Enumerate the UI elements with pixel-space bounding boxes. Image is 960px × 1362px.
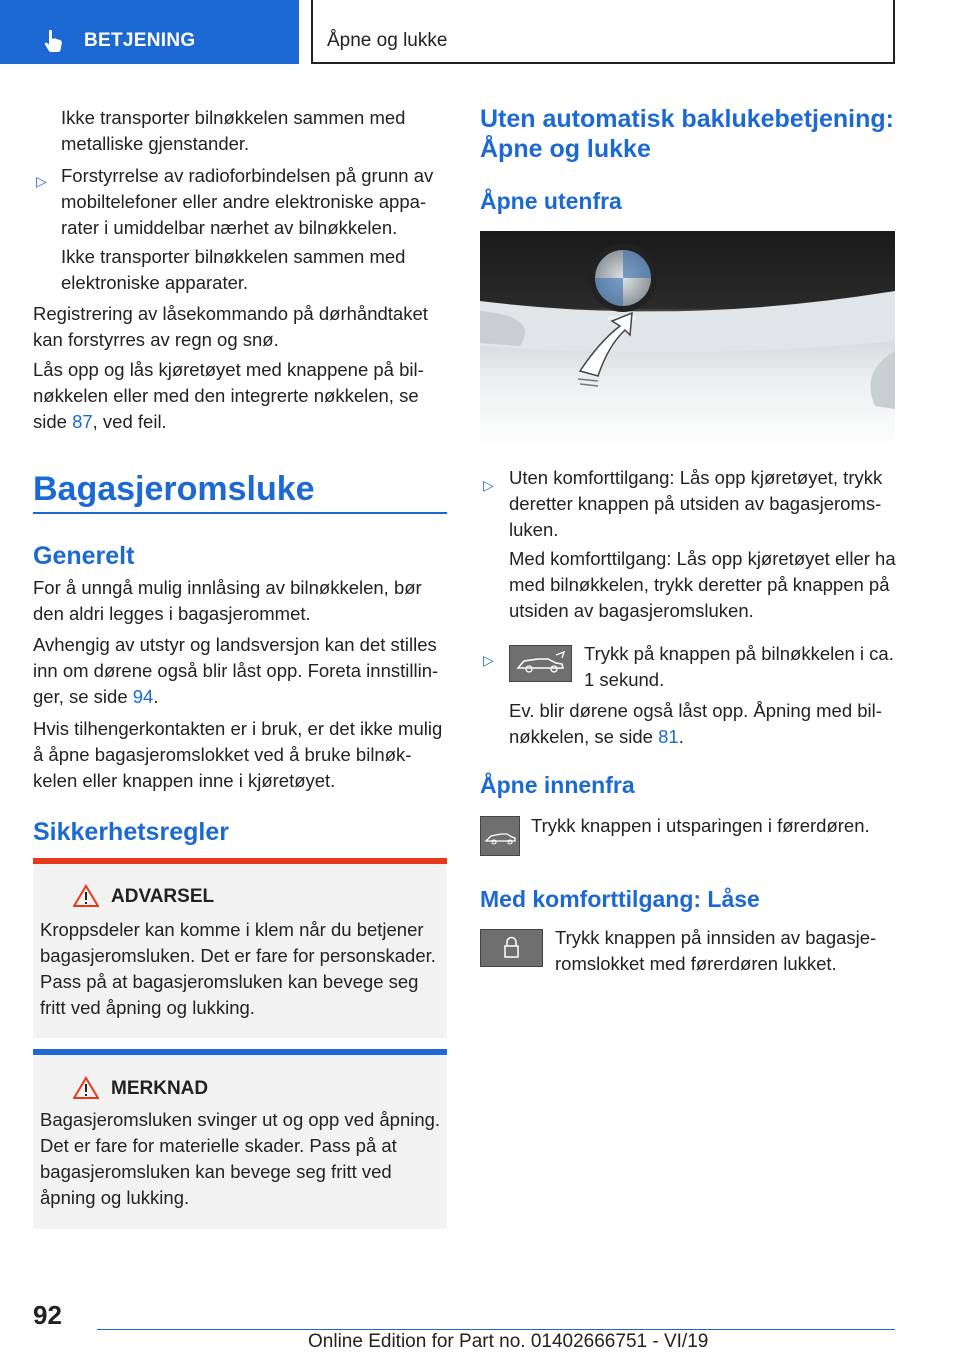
footer-rule	[97, 1329, 895, 1330]
paragraph: Med komforttilgang: Lås opp kjøretøyet eller ha med bilnøkkelen, trykk deretter på knappen på utsiden av bagasjeromsluken.	[509, 548, 896, 621]
hand-pointer-icon	[40, 28, 66, 54]
note-triangle-icon	[73, 1076, 99, 1100]
footer-text: Online Edition for Part no. 01402666751 - VI/19	[308, 1331, 709, 1352]
bullet-item: Trykk på knappen på bilnøkkelen i ca. 1 sekund.	[584, 643, 894, 690]
note-text: Bagasjeromsluken svinger ut og opp ved åpning. Det er fare for materielle skader. Pass på at bagasjeromsluken kan bevege seg fritt ved åpning og lukking.	[40, 1109, 441, 1208]
warning-title: ADVARSEL	[111, 886, 215, 907]
note-title: MERKNAD	[111, 1078, 209, 1099]
sub-subheading: Åpne innenfra	[480, 772, 635, 798]
bullet-item: Forstyrrelse av radioforbindelsen på grunn av mobiltelefoner eller andre elektroniske apparater i umiddelbar nærhet av bilnøkkelen.	[61, 165, 434, 238]
sub-subheading: Med komforttilgang: Låse	[480, 886, 760, 912]
page-link[interactable]: 94	[132, 686, 154, 707]
subheading: Uten automatisk baklukebetjening: Åpne og lukke	[480, 105, 894, 163]
heading-rule	[33, 512, 447, 514]
chapter-title: Åpne og lukke	[327, 30, 448, 51]
note-box	[33, 1049, 447, 1229]
paragraph: Ev. blir dørene også låst opp. Åpning med bilnøkkelen, se side 81.	[509, 700, 882, 747]
section-tab	[0, 0, 299, 64]
trunk-button-photo	[480, 231, 895, 451]
lock-button-icon	[480, 929, 543, 967]
bullet-triangle-icon: ▷	[483, 652, 494, 668]
page-number: 92	[33, 1300, 62, 1330]
paragraph: Lås opp og lås kjøretøyet med knappene på bilnøkkelen eller med den integrerte nøkkelen, se side 87, ved feil.	[33, 359, 424, 432]
paragraph: For å unngå mulig innlåsing av bilnøkkelen, bør den aldri legges i bagasjerommet.	[33, 577, 422, 624]
paragraph: Trykk knappen i utsparingen i førerdøren.	[531, 815, 870, 836]
sub-subheading: Åpne utenfra	[480, 188, 622, 214]
paragraph: Avhengig av utstyr og landsversjon kan det stilles inn om dørene også blir låst opp. Foreta innstillinger, se side 94.	[33, 634, 439, 707]
note-bar	[33, 1049, 447, 1055]
paragraph: Trykk knappen på innsiden av bagasjeromslokket med førerdøren lukket.	[555, 927, 877, 974]
section-heading: Bagasjeromsluke	[33, 470, 315, 508]
paragraph: Ikke transporter bilnøkkelen sammen med elektroniske apparater.	[61, 246, 406, 293]
bullet-triangle-icon: ▷	[483, 477, 494, 493]
subheading: Generelt	[33, 542, 135, 570]
interior-trunk-button-icon	[480, 816, 520, 856]
warning-box	[33, 858, 447, 1038]
section-label: BETJENING	[84, 30, 196, 51]
page-link[interactable]: 81	[658, 726, 679, 747]
subheading: Sikkerhetsregler	[33, 818, 229, 846]
paragraph: Hvis tilhengerkontakten er i bruk, er det ikke mulig å åpne bagasjeromslokket ved å bruke bilnøkkelen eller knappen inne i kjøretøyet.	[33, 718, 443, 791]
warning-bar	[33, 858, 447, 864]
page-link[interactable]: 87	[72, 411, 93, 432]
car-trunk-button-icon	[509, 645, 572, 682]
chapter-header	[311, 0, 895, 64]
paragraph: Registrering av låsekommando på dørhåndtaket kan forstyrres av regn og snø.	[33, 303, 428, 350]
bullet-item: Uten komforttilgang: Lås opp kjøretøyet, trykk deretter knappen på utsiden av bagasjeromsluken.	[509, 467, 883, 540]
warning-text: Kroppsdeler kan komme i klem når du betjener bagasjeromsluken. Det er fare for personskader. Pass på at bagasjeromsluken kan bevege seg fritt ved åpning og lukking.	[40, 919, 436, 1018]
paragraph: Ikke transporter bilnøkkelen sammen med metalliske gjenstander.	[61, 107, 406, 154]
warning-triangle-icon	[73, 884, 99, 908]
bullet-triangle-icon: ▷	[36, 173, 47, 189]
